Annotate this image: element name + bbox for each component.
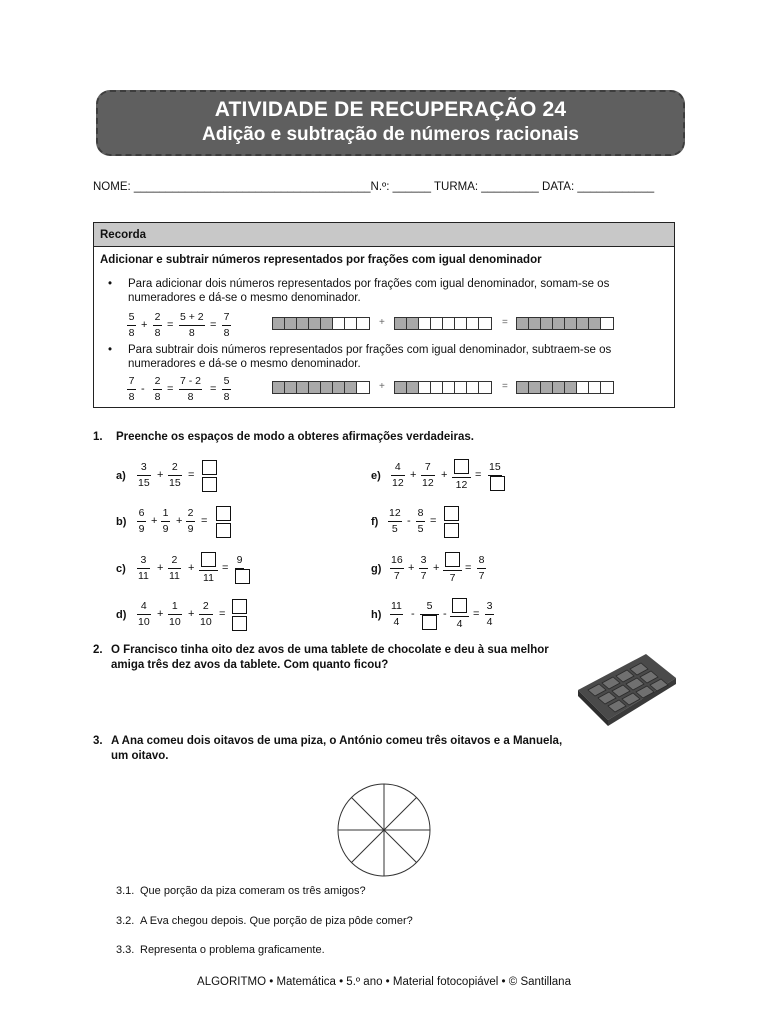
strip-cell-empty <box>357 318 369 329</box>
fraction: 6 9 <box>138 507 145 535</box>
sub-question-number: 3.1. <box>116 885 135 897</box>
strip-cell-filled <box>321 382 333 393</box>
equals-sign: = <box>430 515 437 527</box>
fraction: 2 15 <box>169 461 181 489</box>
strip-cell-filled <box>565 382 577 393</box>
item-label: c) <box>116 563 126 575</box>
strip-cell-empty <box>467 382 479 393</box>
fraction-denominator: 7 <box>443 568 462 584</box>
fraction: 7 8 <box>223 311 230 339</box>
strip-cell-empty <box>443 318 455 329</box>
fraction-numerator: 15 <box>488 461 502 477</box>
sub-question-number: 3.2. <box>116 915 135 927</box>
equals-sign: = <box>219 608 226 620</box>
fraction: 3 15 <box>138 461 150 489</box>
strip-cell-filled <box>553 318 565 329</box>
plus-sign: + <box>188 562 195 574</box>
answer-box[interactable] <box>232 616 247 631</box>
fraction: 2 8 <box>154 375 161 403</box>
strip-cell-empty <box>431 318 443 329</box>
equals-sign: = <box>502 381 508 392</box>
sub-question-3-2: A Eva chegou depois. Que porção de piza pôde comer? <box>140 915 413 927</box>
recorda-heading: Recorda <box>94 223 674 247</box>
chocolate-bar-icon <box>572 646 682 732</box>
fraction-strip <box>516 381 614 394</box>
answer-box[interactable] <box>444 506 459 521</box>
item-label: a) <box>116 470 126 482</box>
strip-cell-filled <box>321 318 333 329</box>
answer-box[interactable] <box>216 506 231 521</box>
fraction: 4 10 <box>138 600 150 628</box>
strip-cell-empty <box>443 382 455 393</box>
answer-box[interactable] <box>454 459 469 474</box>
strip-cell-filled <box>529 318 541 329</box>
strip-cell-filled <box>541 382 553 393</box>
strip-cell-filled <box>565 318 577 329</box>
strip-cell-empty <box>357 382 369 393</box>
minus-sign: - <box>443 608 447 620</box>
fraction: 16 7 <box>391 554 403 582</box>
fraction: 7 12 <box>422 461 434 489</box>
strip-cell-empty <box>345 318 357 329</box>
fraction: 2 11 <box>169 554 180 582</box>
strip-cell-filled <box>345 382 357 393</box>
answer-box[interactable] <box>202 477 217 492</box>
equals-sign: = <box>473 608 480 620</box>
pizza-circle-icon <box>336 782 432 878</box>
fraction: 7 8 <box>128 375 135 403</box>
plus-sign: + <box>408 562 415 574</box>
q2-number: 2. <box>93 644 103 656</box>
fraction-strip <box>394 317 492 330</box>
strip-cell-empty <box>479 318 491 329</box>
fraction-strip <box>272 317 370 330</box>
fraction: 2 10 <box>200 600 212 628</box>
plus-sign: + <box>433 562 440 574</box>
plus-sign: + <box>410 469 417 481</box>
answer-box[interactable] <box>490 476 505 491</box>
fraction-denominator: 12 <box>452 475 471 491</box>
strip-cell-empty <box>455 318 467 329</box>
title-banner <box>96 90 685 156</box>
equals-sign: = <box>475 469 482 481</box>
q3-number: 3. <box>93 735 103 747</box>
equals-sign: = <box>502 317 508 328</box>
strip-cell-empty <box>589 382 601 393</box>
bullet-icon: • <box>108 344 113 356</box>
plus-sign: + <box>157 469 164 481</box>
fraction: 3 4 <box>486 600 493 628</box>
add-rule-text: Para adicionar dois números representados por frações com igual denominador, somam-se os numeradores e dá-se o mesmo denominador. <box>128 278 610 304</box>
fraction: 3 7 <box>420 554 427 582</box>
strip-cell-empty <box>479 382 491 393</box>
item-label: d) <box>116 609 127 621</box>
answer-box[interactable] <box>201 552 216 567</box>
strip-cell-filled <box>517 318 529 329</box>
strip-cell-filled <box>553 382 565 393</box>
minus-sign: - <box>407 515 411 527</box>
answer-box[interactable] <box>445 552 460 567</box>
answer-box[interactable] <box>444 523 459 538</box>
answer-box[interactable] <box>216 523 231 538</box>
fraction: 5 + 2 8 <box>180 311 204 339</box>
strip-cell-empty <box>601 382 613 393</box>
plus-sign: + <box>176 515 183 527</box>
fraction-numerator: 5 <box>420 600 439 616</box>
strip-cell-empty <box>577 382 589 393</box>
q1-text: Preenche os espaços de modo a obteres afirmações verdadeiras. <box>116 431 474 443</box>
strip-cell-filled <box>395 318 407 329</box>
plus-sign: + <box>379 317 385 328</box>
fraction: 7 - 2 8 <box>180 375 202 403</box>
fraction: 8 7 <box>478 554 485 582</box>
fraction: 1 10 <box>169 600 181 628</box>
strip-cell-empty <box>431 382 443 393</box>
item-label: f) <box>371 516 379 528</box>
plus-sign: + <box>157 562 164 574</box>
fraction-denominator: 11 <box>199 568 218 584</box>
strip-cell-filled <box>309 382 321 393</box>
strip-cell-filled <box>309 318 321 329</box>
equals-sign: = <box>167 383 174 395</box>
strip-cell-empty <box>467 318 479 329</box>
strip-cell-filled <box>297 318 309 329</box>
minus-sign: - <box>141 383 145 395</box>
strip-cell-filled <box>529 382 541 393</box>
item-label: h) <box>371 609 382 621</box>
plus-sign: + <box>151 515 158 527</box>
minus-sign: - <box>411 608 415 620</box>
equals-sign: = <box>188 469 195 481</box>
item-label: b) <box>116 516 127 528</box>
fraction-strip <box>394 381 492 394</box>
strip-cell-filled <box>285 318 297 329</box>
strip-cell-filled <box>297 382 309 393</box>
equals-sign: = <box>167 319 174 331</box>
fraction-strip <box>272 381 370 394</box>
item-label: e) <box>371 470 381 482</box>
answer-box[interactable] <box>232 599 247 614</box>
strip-cell-empty <box>455 382 467 393</box>
fraction: 11 4 <box>391 600 402 628</box>
strip-cell-filled <box>541 318 553 329</box>
strip-cell-filled <box>589 318 601 329</box>
strip-cell-filled <box>273 318 285 329</box>
sub-rule-text: Para subtrair dois números representados por frações com igual denominador, subtraem-se os numeradores e dá-se o mesmo denominador. <box>128 344 612 370</box>
item-label: g) <box>371 563 382 575</box>
bullet-icon: • <box>108 278 113 290</box>
fraction: 5 8 <box>223 375 230 403</box>
strip-cell-filled <box>407 318 419 329</box>
fraction: 8 5 <box>417 507 424 535</box>
strip-cell-filled <box>273 382 285 393</box>
fraction: 3 11 <box>138 554 149 582</box>
q3-text: A Ana comeu dois oitavos de uma piza, o António comeu três oitavos e a Manuela, um oitavo. <box>111 735 563 762</box>
answer-box[interactable] <box>452 598 467 613</box>
fraction: 2 9 <box>187 507 194 535</box>
fraction: 5 8 <box>128 311 135 339</box>
fraction-strip <box>516 317 614 330</box>
fraction: 2 8 <box>154 311 161 339</box>
page-subtitle: Adição e subtração de números racionais <box>202 124 579 145</box>
plus-sign: + <box>157 608 164 620</box>
equals-sign: = <box>222 562 229 574</box>
page-footer: ALGORITMO • Matemática • 5.º ano • Material fotocopiável • © Santillana <box>197 976 571 988</box>
answer-box[interactable] <box>202 460 217 475</box>
strip-cell-empty <box>419 382 431 393</box>
sub-question-3-1: Que porção da piza comeram os três amigos? <box>140 885 366 897</box>
plus-sign: + <box>441 469 448 481</box>
strip-cell-filled <box>395 382 407 393</box>
plus-sign: + <box>379 381 385 392</box>
recorda-subheading: Adicionar e subtrair números representados por frações com igual denominador <box>100 254 542 266</box>
equals-sign: = <box>210 319 217 331</box>
equals-sign: = <box>210 383 217 395</box>
student-id-line: NOME: _____________________________________N.º: ______ TURMA: _________ DATA: ____________ <box>93 181 655 193</box>
fraction-denominator: 4 <box>450 614 469 630</box>
answer-box[interactable] <box>422 615 437 630</box>
plus-sign: + <box>141 319 148 331</box>
q2-text: O Francisco tinha oito dez avos de uma tablete de chocolate e deu à sua melhor amiga três dez avos da tablete. Com quanto ficou? <box>111 644 549 671</box>
sub-question-number: 3.3. <box>116 944 135 956</box>
answer-box[interactable] <box>235 569 250 584</box>
q1-number: 1. <box>93 431 103 443</box>
strip-cell-filled <box>517 382 529 393</box>
strip-cell-filled <box>333 382 345 393</box>
fraction: 12 5 <box>389 507 401 535</box>
strip-cell-empty <box>333 318 345 329</box>
strip-cell-filled <box>285 382 297 393</box>
strip-cell-filled <box>407 382 419 393</box>
strip-cell-empty <box>601 318 613 329</box>
fraction: 4 12 <box>392 461 404 489</box>
equals-sign: = <box>201 515 208 527</box>
page-title: ATIVIDADE DE RECUPERAÇÃO 24 <box>214 98 567 121</box>
fraction-numerator: 9 <box>235 554 244 570</box>
plus-sign: + <box>188 608 195 620</box>
strip-cell-empty <box>419 318 431 329</box>
fraction: 1 9 <box>162 507 169 535</box>
strip-cell-filled <box>577 318 589 329</box>
equals-sign: = <box>465 562 472 574</box>
sub-question-3-3: Representa o problema graficamente. <box>140 944 325 956</box>
recorda-box <box>93 222 675 408</box>
